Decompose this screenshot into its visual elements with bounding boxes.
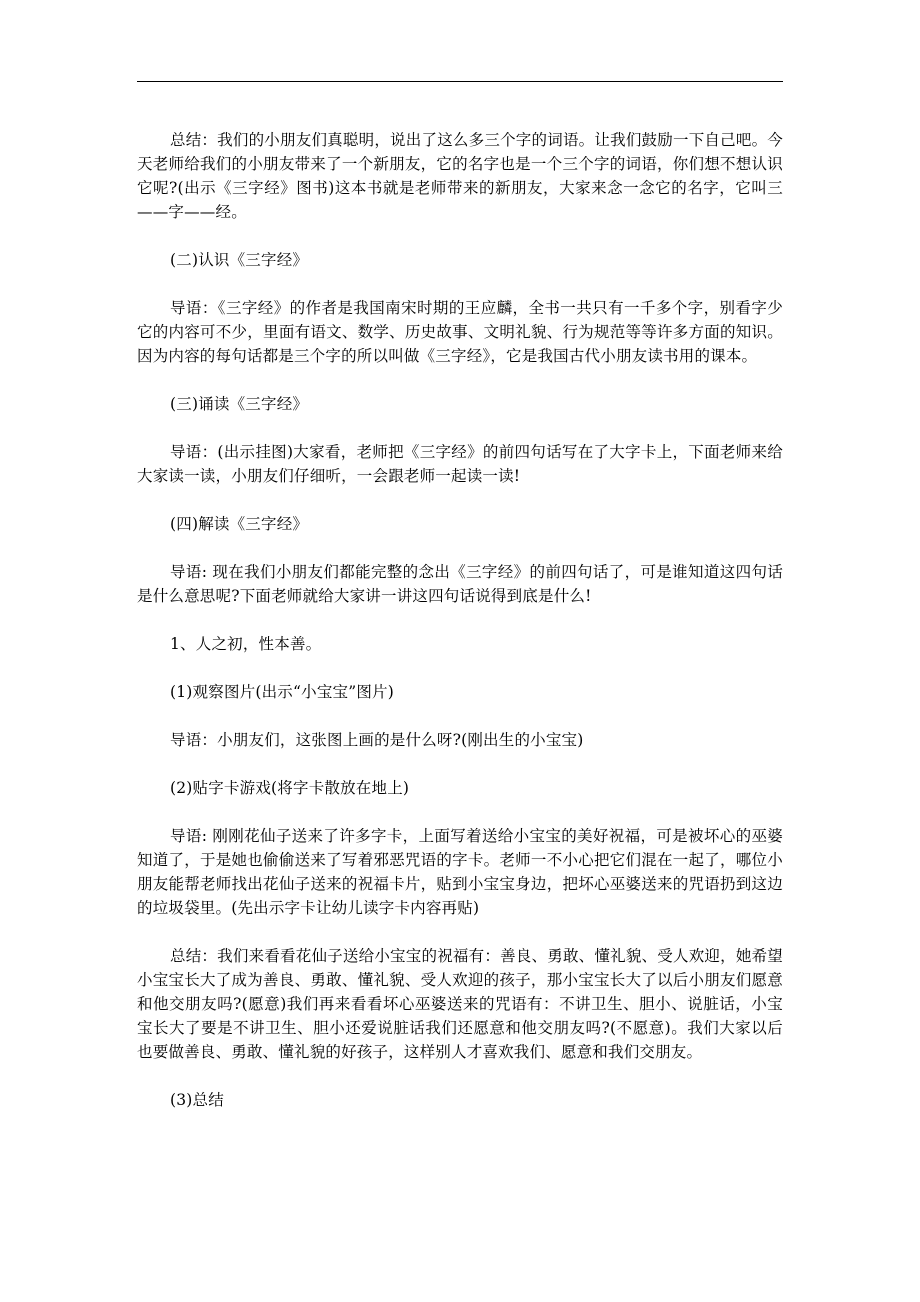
- paragraph-intro-2: 导语：《三字经》的作者是我国南宋时期的王应麟，全书一共只有一千多个字，别看字少它的内容可不少，里面有语文、数学、历史故事、文明礼貌、行为规范等等许多方面的知识。因为内容的每句话都是三个字的所以叫做《三字经》，它是我国古代小朋友读书用的课本。: [137, 299, 783, 365]
- paragraph-intro-6: 导语: 刚刚花仙子送来了许多字卡，上面写着送给小宝宝的美好祝福，可是被坏心的巫婆知道了，于是她也偷偷送来了写着邪恶咒语的字卡。老师一不小心把它们混在一起了，哪位小朋友能帮老师找出花仙子送来的祝福卡片，贴到小宝宝身边，把坏心巫婆送来的咒语扔到这边的垃圾袋里。(先出示字卡让幼儿读字卡内容再贴): [137, 827, 783, 917]
- document-body: [137, 128, 783, 1112]
- sub-heading-1: (1)观察图片(出示“小宝宝”图片): [170, 683, 394, 701]
- paragraph-intro-3: 导语：(出示挂图)大家看，老师把《三字经》的前四句话写在了大字卡上，下面老师来给大家读一读，小朋友们仔细听，一会跟老师一起读一读!: [137, 443, 783, 485]
- sub-heading-3: (3)总结: [170, 1091, 224, 1109]
- paragraph-summary-1: 总结：我们的小朋友们真聪明，说出了这么多三个字的词语。让我们鼓励一下自己吧。今天老师给我们的小朋友带来了一个新朋友，它的名字也是一个三个字的词语，你们想不想认识它呢?(出示《三字经》图书)这本书就是老师带来的新朋友，大家来念一念它的名字，它叫三——字——经。: [137, 131, 783, 221]
- section-heading-4: (四)解读《三字经》: [170, 515, 309, 533]
- paragraph-intro-5: 导语：小朋友们，这张图上画的是什么呀?(刚出生的小宝宝): [170, 731, 584, 749]
- header-rule: [137, 81, 783, 82]
- sub-heading-2: (2)贴字卡游戏(将字卡散放在地上): [170, 779, 410, 797]
- section-heading-2: (二)认识《三字经》: [170, 251, 309, 269]
- section-heading-3: (三)诵读《三字经》: [170, 395, 309, 413]
- paragraph-intro-4: 导语: 现在我们小朋友们都能完整的念出《三字经》的前四句话了，可是谁知道这四句话是什么意思呢?下面老师就给大家讲一讲这四句话说得到底是什么!: [137, 563, 783, 605]
- paragraph-summary-2: 总结：我们来看看花仙子送给小宝宝的祝福有：善良、勇敢、懂礼貌、受人欢迎，她希望小宝宝长大了成为善良、勇敢、懂礼貌、受人欢迎的孩子，那小宝宝长大了以后小朋友们愿意和他交朋友吗?(愿意)我们再来看看坏心巫婆送来的咒语有：不讲卫生、胆小、说脏话，小宝宝长大了要是不讲卫生、胆小还爱说脏话我们还愿意和他交朋友吗?(不愿意)。我们大家以后也要做善良、勇敢、懂礼貌的好孩子，这样别人才喜欢我们、愿意和我们交朋友。: [137, 947, 783, 1061]
- list-item-1: 1、人之初，性本善。: [170, 635, 322, 653]
